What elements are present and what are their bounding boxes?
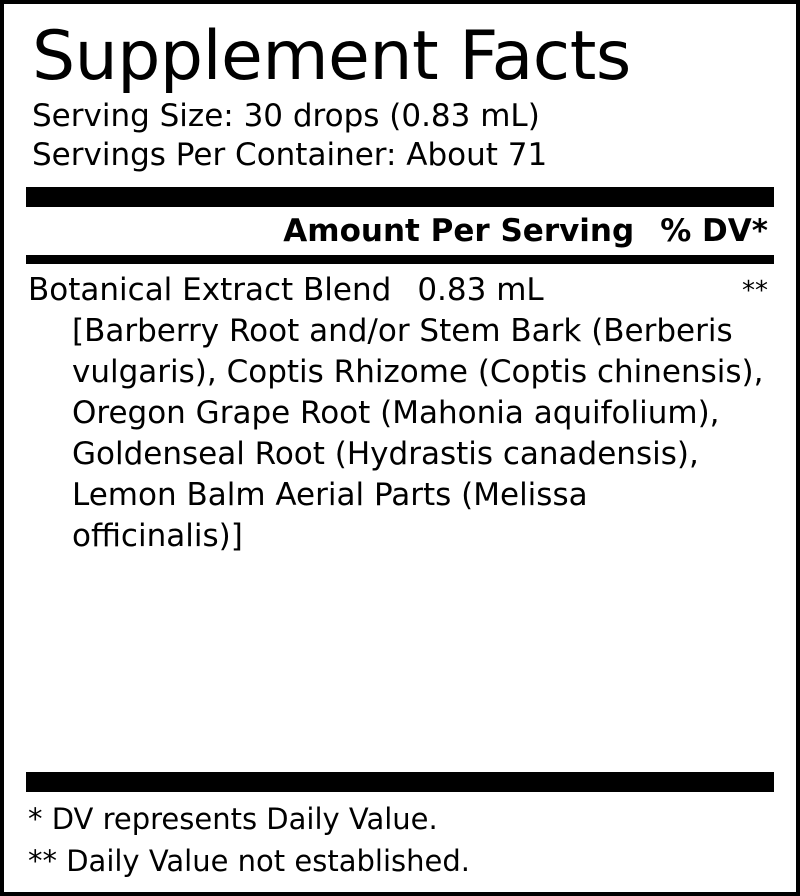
- divider-medium-under-header: [26, 255, 774, 264]
- row-name: Botanical Extract Blend: [28, 271, 392, 308]
- servings-per-container-text: Servings Per Container: About 71: [32, 137, 548, 174]
- divider-thick-bottom: [26, 772, 774, 792]
- footnote-dv-not-established: ** Daily Value not established.: [28, 843, 470, 878]
- row-dv: **: [742, 275, 768, 306]
- divider-thick-top: [26, 187, 774, 207]
- table-header-row: [26, 207, 774, 255]
- row-name-and-amount: [28, 272, 544, 309]
- layout-spacer: [26, 556, 774, 759]
- column-header-percent-dv: % DV*: [660, 212, 768, 249]
- serving-size-text: Serving Size: 30 drops (0.83 mL): [32, 98, 540, 135]
- footnotes: [26, 792, 774, 882]
- column-header-amount-per-serving: Amount Per Serving: [283, 212, 635, 249]
- table-row: [26, 264, 774, 309]
- row-ingredients: [Barberry Root and/or Stem Bark (Berberis vulgaris), Coptis Rhizome (Coptis chinensis), Oregon Grape Root (Mahonia aquifolium), Goldenseal Root (Hydrastis canadensis), Lemon Balm Aerial Parts (Melissa officinalis)]: [72, 313, 764, 554]
- footnote-dv: * DV represents Daily Value.: [28, 801, 438, 836]
- page-title: Supplement Facts: [32, 17, 631, 96]
- row-amount: 0.83 mL: [417, 271, 544, 308]
